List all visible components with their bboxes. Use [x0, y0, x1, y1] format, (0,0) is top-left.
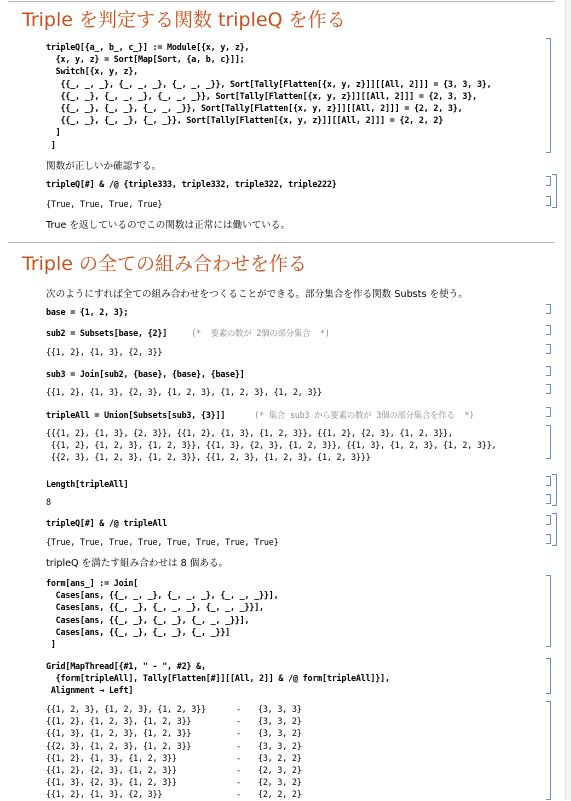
- output-cell-sub3[interactable]: {{1, 2}, {1, 3}, {2, 3}, {1, 2, 3}, {1, 2, 3}, {1, 2, 3}}: [46, 387, 323, 397]
- input-cell-sub2[interactable]: [46, 327, 330, 339]
- input-cell-tripleq-def[interactable]: [46, 41, 491, 151]
- input-cell-sub3[interactable]: sub3 = Join[sub2, {base}, {base}, {base}]: [46, 369, 245, 379]
- grid-row: [46, 788, 302, 800]
- cell-bracket[interactable]: [546, 38, 551, 153]
- group-bracket[interactable]: [552, 513, 557, 546]
- input-cell-check[interactable]: tripleQ[#] & /@ {triple333, triple332, triple322, triple222}: [46, 179, 337, 189]
- code-line: Alignment → Left]: [46, 685, 134, 696]
- code-line: ]: [46, 139, 56, 150]
- grid-cell-tally: {3, 3, 2}: [258, 716, 302, 727]
- grid-cell-set: {{1, 2}, {1, 3}, {1, 2, 3}}: [46, 752, 177, 763]
- text-cell-eight[interactable]: tripleQ を満たす組み合わせは 8 個ある。: [46, 558, 229, 569]
- cell-bracket[interactable]: [546, 304, 551, 314]
- code-line: {{_, _}, {_, _}, {_, _, _}}, Sort[Tally[Flatten[{x, y, z}]][[All, 2]]] = {2, 2, 3},: [46, 103, 463, 114]
- code-line: Switch[{x, y, z},: [46, 66, 139, 77]
- grid-cell-tally: {3, 3, 2}: [258, 740, 302, 751]
- code-text: tripleAll = Union[Subsets[sub3, {3}]]: [46, 410, 226, 420]
- cell-bracket[interactable]: [546, 575, 551, 647]
- grid-cell-set: {{1, 2, 3}, {1, 2, 3}, {1, 2, 3}}: [46, 704, 206, 714]
- vertical-scrollbar[interactable]: [565, 0, 571, 800]
- cell-bracket[interactable]: [546, 176, 551, 186]
- code-line: tripleQ[{a_, b_, c_}] := Module[{x, y, z},: [46, 42, 250, 52]
- grid-cell-tally: {2, 3, 2}: [258, 777, 302, 788]
- input-cell-map[interactable]: tripleQ[#] & /@ tripleAll: [46, 518, 168, 528]
- input-cell-length[interactable]: Length[tripleAll]: [46, 479, 129, 489]
- code-line: {{_, _}, {_, _, _}, {_, _, _}}, Sort[Tally[Flatten[{x, y, z}]][[All, 2]]] = {2, 3, 3},: [46, 90, 477, 101]
- grid-cell-set: {{1, 3}, {1, 2, 3}, {1, 2, 3}}: [46, 728, 192, 739]
- cell-bracket[interactable]: [546, 196, 551, 206]
- grid-cell-tally: {3, 2, 2}: [258, 752, 302, 763]
- grid-cell-dash: -: [236, 765, 241, 776]
- output-line: {{1, 2}, {1, 2, 3}, {1, 2, 3}}, {{1, 3}, {2, 3}, {1, 2, 3}}, {{1, 3}, {1, 2, 3}, {1, 2, 3}},: [46, 440, 497, 451]
- grid-cell-tally: {2, 3, 2}: [258, 765, 302, 776]
- section-title-triple-q[interactable]: Triple を判定する関数 tripleQ を作る: [22, 9, 346, 31]
- code-text: sub2 = Subsets[base, {2}]: [46, 328, 168, 338]
- grid-cell-set: {{2, 3}, {1, 2, 3}, {1, 2, 3}}: [46, 740, 192, 751]
- code-line: ]: [46, 127, 61, 138]
- grid-row: [46, 776, 302, 788]
- input-cell-base[interactable]: base = {1, 2, 3};: [46, 307, 129, 317]
- grid-cell-dash: -: [236, 728, 241, 739]
- group-bracket[interactable]: [552, 474, 557, 506]
- output-line: {{{1, 2}, {1, 3}, {2, 3}}, {{1, 2}, {1, 3}, {1, 2, 3}}, {{1, 2}, {2, 3}, {1, 2, 3}},: [46, 428, 453, 438]
- output-cell-grid[interactable]: [46, 703, 302, 801]
- code-line: Cases[ans, {{_, _}, {_, _}, {_, _, _}}],: [46, 614, 250, 625]
- code-line: {{_, _, _}, {_, _, _}, {_, _, _}}, Sort[Tally[Flatten[{x, y, z}]][[All, 2]]] = {3, 3, 3},: [46, 78, 492, 89]
- text-cell-true[interactable]: True を返しているのでこの関数は正常には働いている。: [46, 220, 291, 231]
- code-line: ]: [46, 639, 56, 650]
- cell-bracket[interactable]: [546, 534, 551, 544]
- code-line: {{_, _}, {_, _}, {_, _}}, Sort[Tally[Flatten[{x, y, z}]][[All, 2]]] = {2, 2, 2}: [46, 115, 444, 126]
- cell-bracket[interactable]: [546, 425, 551, 459]
- code-line: Cases[ans, {{_, _}, {_, _}, {_, _}}]: [46, 626, 231, 637]
- cell-bracket[interactable]: [546, 701, 551, 800]
- grid-cell-set: {{1, 3}, {2, 3}, {1, 2, 3}}: [46, 777, 177, 788]
- code-comment: (* 要素の数が 2個の部分集合 *): [191, 328, 330, 338]
- grid-cell-dash: -: [236, 789, 241, 800]
- text-cell-intro[interactable]: 次のようにすれば全ての組み合わせをつくることができる。部分集合を作る関数 Substs を使う。: [46, 289, 468, 300]
- text-cell-check[interactable]: 関数が正しいか確認する。: [46, 161, 162, 172]
- section-title-combinations[interactable]: Triple の全ての組み合わせを作る: [22, 253, 307, 275]
- output-cell-map[interactable]: {True, True, True, True, True, True, True, True}: [46, 537, 279, 547]
- grid-cell-tally: {2, 2, 2}: [258, 789, 302, 800]
- grid-row: [46, 715, 302, 727]
- output-cell-length[interactable]: 8: [46, 497, 51, 507]
- grid-cell-set: {{1, 2}, {1, 3}, {2, 3}}: [46, 789, 163, 800]
- grid-row: [46, 740, 302, 752]
- code-line: Cases[ans, {{_, _}, {_, _, _}, {_, _, _}}],: [46, 602, 264, 613]
- code-line: {x, y, z} = Sort[Map[Sort, {a, b, c}]];: [46, 54, 245, 65]
- grid-cell-tally: {3, 3, 3}: [258, 704, 302, 714]
- grid-row: [46, 752, 302, 764]
- code-line: Grid[MapThread[{#1, " - ", #2} &,: [46, 661, 206, 671]
- grid-cell-dash: -: [236, 716, 241, 727]
- input-cell-grid[interactable]: [46, 660, 390, 697]
- grid-cell-dash: -: [236, 704, 241, 714]
- input-cell-triple-all[interactable]: [46, 409, 474, 421]
- grid-row: [46, 703, 302, 715]
- grid-row: [46, 764, 302, 776]
- group-bracket[interactable]: [552, 174, 557, 208]
- code-line: form[ans_] := Join[: [46, 578, 139, 588]
- input-cell-form[interactable]: [46, 577, 278, 650]
- output-cell-check[interactable]: {True, True, True, True}: [46, 199, 163, 209]
- output-cell-triple-all[interactable]: [46, 427, 496, 464]
- section-divider: [8, 242, 555, 243]
- grid-cell-set: {{1, 2}, {2, 3}, {1, 2, 3}}: [46, 765, 177, 776]
- grid-cell-dash: -: [236, 777, 241, 788]
- cell-bracket[interactable]: [546, 366, 551, 376]
- cell-bracket[interactable]: [546, 476, 551, 486]
- code-comment: (* 集合 sub3 から要素の数が 3個の部分集合を作る *): [254, 410, 475, 420]
- grid-cell-tally: {3, 3, 2}: [258, 728, 302, 739]
- cell-bracket[interactable]: [546, 494, 551, 504]
- output-line: {{2, 3}, {1, 2, 3}, {1, 2, 3}}, {{1, 2, 3}, {1, 2, 3}, {1, 2, 3}}}: [46, 452, 371, 463]
- cell-bracket[interactable]: [546, 344, 551, 354]
- code-line: {form[tripleAll], Tally[Flatten[#]][[All, 2]] & /@ form[tripleAll]}],: [46, 673, 390, 684]
- cell-bracket[interactable]: [546, 658, 551, 694]
- grid-cell-set: {{1, 2}, {1, 2, 3}, {1, 2, 3}}: [46, 716, 192, 727]
- output-cell-sub2[interactable]: {{1, 2}, {1, 3}, {2, 3}}: [46, 347, 163, 357]
- grid-cell-dash: -: [236, 740, 241, 751]
- cell-bracket[interactable]: [546, 515, 551, 525]
- cell-bracket[interactable]: [546, 384, 551, 394]
- code-line: Cases[ans, {{_, _, _}, {_, _, _}, {_, _, _}}],: [46, 590, 279, 601]
- section-divider: [8, 1, 555, 2]
- grid-cell-dash: -: [236, 752, 241, 763]
- cell-bracket[interactable]: [546, 407, 551, 417]
- grid-row: [46, 727, 302, 739]
- cell-bracket[interactable]: [546, 325, 551, 335]
